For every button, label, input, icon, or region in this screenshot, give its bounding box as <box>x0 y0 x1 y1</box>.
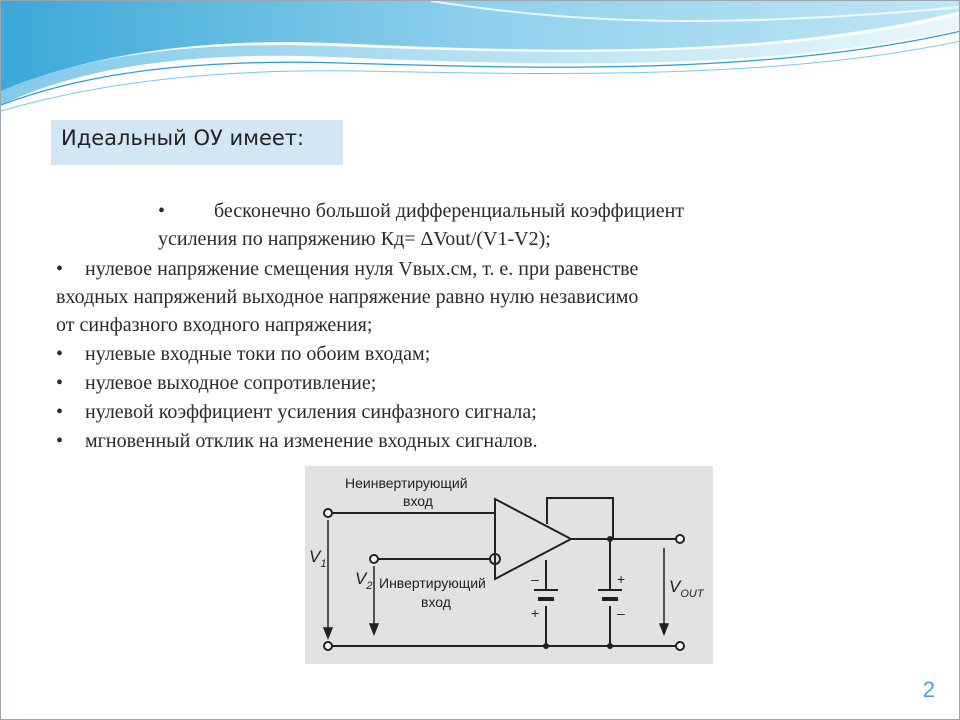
item-response: мгновенный отклик на изменение входных сигналов. <box>85 430 538 452</box>
noninverting-label-line1: Неинвертирующий <box>345 475 468 491</box>
junction-dot <box>543 643 549 649</box>
battery-minus-sign: – <box>531 571 539 587</box>
inverting-label-line1: Инвертирующий <box>379 575 486 591</box>
bullet-glyph: • <box>56 372 64 394</box>
noninverting-label-line2: вход <box>403 493 433 509</box>
feedback-wire <box>547 498 613 539</box>
op-amp-schematic <box>305 466 713 664</box>
bullet-glyph: • <box>56 258 64 280</box>
op-amp-triangle <box>495 499 571 579</box>
item-offset-line1: нулевое напряжение смещения нуля Vвых.см, т. е. при равенстве <box>85 258 639 280</box>
bullet-glyph: • <box>56 430 64 452</box>
bullet-glyph: • <box>158 200 166 222</box>
v1-label: $V_1$ <box>309 547 327 570</box>
ground-terminal-right <box>676 642 684 650</box>
op-amp-circuit-figure <box>305 466 713 664</box>
v2-terminal <box>370 555 378 563</box>
slide-title: Идеальный ОУ имеет: <box>61 126 305 150</box>
inverting-label-line2: вход <box>421 594 451 610</box>
battery-plus-sign: + <box>617 571 626 587</box>
v2-label: $V_2$ <box>355 569 373 592</box>
item-gain-line2: усиления по напряжению Кд= ΔVout/(V1-V2); <box>158 228 551 250</box>
junction-dot <box>607 643 613 649</box>
bullet-glyph: • <box>56 343 64 365</box>
header-wave-decoration <box>1 1 960 121</box>
ground-terminal-left <box>324 642 332 650</box>
item-output-resistance: нулевое выходное сопротивление; <box>85 372 377 394</box>
item-gain-line1: бесконечно большой дифференциальный коэффициент <box>214 200 685 222</box>
item-offset-line3: от синфазного входного напряжения; <box>56 314 373 336</box>
vout-label: $V_{OUT}$ <box>669 577 704 600</box>
vout-terminal <box>676 535 684 543</box>
item-input-currents: нулевые входные токи по обоим входам; <box>85 343 431 365</box>
bullet-glyph: • <box>56 401 64 423</box>
item-common-mode-gain: нулевой коэффициент усиления синфазного сигнала; <box>85 401 537 423</box>
battery-minus-sign: – <box>617 605 625 621</box>
v1-terminal <box>324 509 332 517</box>
item-offset-line2: входных напряжений выходное напряжение равно нулю независимо <box>56 286 639 308</box>
junction-dot <box>607 536 613 542</box>
battery-plus-sign: + <box>531 605 540 621</box>
page-number: 2 <box>922 677 935 702</box>
